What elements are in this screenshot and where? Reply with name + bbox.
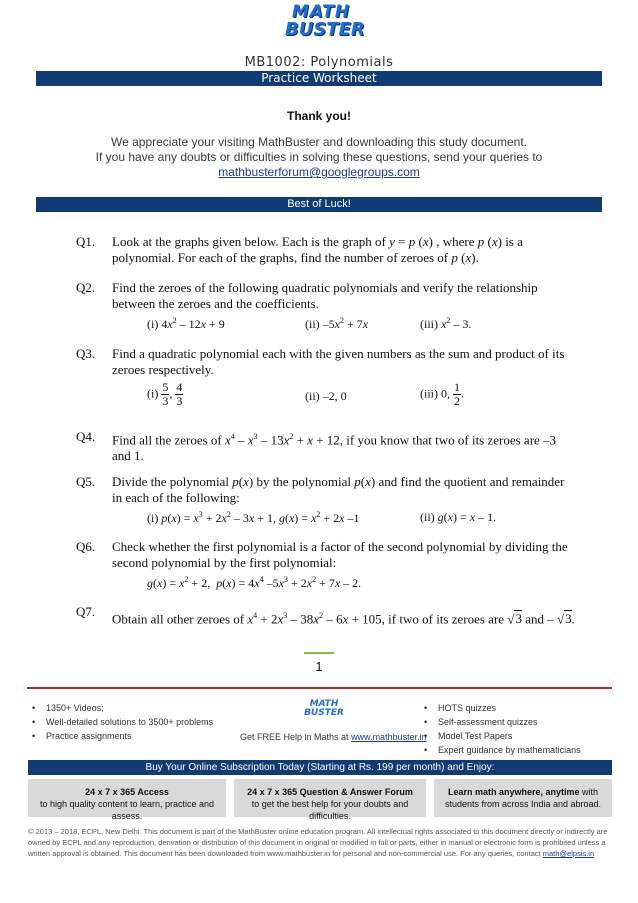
document-code: MB1002: Polynomials [244,55,394,70]
feature-box-forum [234,779,426,821]
intro-line2: If you have any doubts or difficulties in solving these questions, send your queries to [95,150,543,164]
question-number: Q6. [76,539,96,554]
best-of-luck-banner: Best of Luck! [36,197,602,212]
feature-item: • Expert guidance by mathematicians [424,743,581,757]
box-title: Learn math anywhere, anytime [447,787,580,797]
feature-item: • Well-detailed solutions to 3500+ problems [32,715,213,729]
question-text: Look at the graphs given below. Each is the graph of y = p (x) , where p (x) is a polynomial. For each of the graphs, find the number of zeroes of p (x). [112,234,523,265]
help-line [240,732,427,742]
website-link[interactable]: www.mathbuster.in [351,732,427,742]
footer-logo-line1: MATH [309,699,339,709]
question-number: Q2. [76,280,96,295]
q2-part-i: (i) $4x^2 - 12x + 9$ [147,316,225,331]
box-title-line [434,786,612,798]
question-number: Q4. [76,429,96,444]
page-number: 1 [315,659,323,674]
feature-item: • Model Test Papers [424,729,581,743]
copyright-text: © 2013 – 2018, ECPL, New Delhi. This document is part of the MathBuster online education program. All intellectual rights associated to this document directly or indirectly are owned by ECPL and any reproduction, derivation or distribution of this document in original or modified in full or parts, either in manual or electronic form is prohibited unless a written approval is obtained. This document has been downloaded from www.mathbuster.in for personal and non-commercial use. For any queries, contact [28,827,608,858]
feature-item: • 1350+ Videos; [32,701,213,715]
q6-expression: $g(x) = x^2 + 2$, $p(x) = 4x^4$ $-5x^3 + 2x^2 + 7x - 2$. [147,575,362,590]
box-title: 24 x 7 x 365 Question & Answer Forum [247,787,413,797]
q3-part-i: (i) $\frac{5}{3}$ , $\frac{4}{3}$ [147,380,183,408]
footer-divider [27,687,612,689]
q2-part-iii: (iii) $x^2 - 3$. [420,316,472,331]
question-text: Check whether the first polynomial is a factor of the second polynomial by dividing the second polynomial by the first polynomial: [112,539,568,570]
help-text: Get FREE Help in Maths at [240,732,349,742]
question-number: Q3. [76,346,96,361]
feature-list-left [32,701,213,743]
question-number: Q7. [76,604,96,619]
thanks-heading: Thank you! [286,109,351,123]
subscription-banner: Buy Your Online Subscription Today (Starting at Rs. 199 per month) and Enjoy: [28,760,612,775]
question-text: Find the zeroes of the following quadratic polynomials and verify the relationship between the zeroes and the coefficients. [112,280,538,311]
feature-item: • Self-assessment quizzes [424,715,581,729]
question-number: Q5. [76,474,96,489]
box-title: 24 x 7 x 365 Access [85,787,169,797]
page-number-divider [304,652,334,654]
q3-part-ii: (ii) –2, 0 [305,389,347,403]
intro-line1: We appreciate your visiting MathBuster and downloading this study document. [110,135,527,149]
box-text: students from across India and abroad. [444,799,602,809]
q3-part-iii: (iii) 0, $\frac{1}{2}$ . [420,380,464,408]
mathbuster-logo [285,2,365,50]
logo-line2: BUSTER [285,19,365,40]
contact-email-link[interactable]: math@elpsis.in [542,849,595,858]
box-title-rest: with [582,787,599,797]
question-number: Q1. [76,234,96,249]
question-text: Find all the zeroes of $x^4 - x^3 - 13x^2 + x + 12$, if you know that two of its zeroes are –3 and 1. [112,432,557,464]
q5-part-ii: (ii) g(x) = x – 1. [420,510,497,524]
forum-email-link[interactable]: mathbusterforum@googlegroups.com [218,165,420,179]
feature-list-right [424,701,581,757]
footer-logo-line2: BUSTER [304,708,344,718]
question-text: Divide the polynomial p(x) by the polynomial p(x) and find the quotient and remainder in each of the following: [112,474,565,505]
logo-line1: MATH [291,2,351,22]
worksheet-banner: Practice Worksheet [36,71,602,86]
q5-part-i: (i) $p(x) = x^3 + 2x^2 - 3x + 1$, $g(x) = x^2 + 2x$ –1 [147,510,360,525]
feature-item: • Practice assignments [32,729,213,743]
q2-part-ii: (ii) $-5x^2 + 7x$ [305,316,369,331]
feature-box-anywhere [434,779,612,817]
feature-box-access [28,779,226,821]
question-text: Find a quadratic polynomial each with the given numbers as the sum and product of its zeroes respectively. [112,346,565,377]
box-text: to high quality content to learn, practice and assess. [39,799,215,821]
footer-logo [302,700,346,718]
intro-text [0,135,638,180]
copyright-notice [28,826,612,859]
box-text: to get the best help for your doubts and difficulties. [251,799,409,821]
feature-item: • HOTS quizzes [424,701,581,715]
question-text: Obtain all other zeroes of $x^4 + 2x^3 - 38x^2 - 6x + 105$, if two of its zeroes are √3 and – √3. [112,611,575,627]
